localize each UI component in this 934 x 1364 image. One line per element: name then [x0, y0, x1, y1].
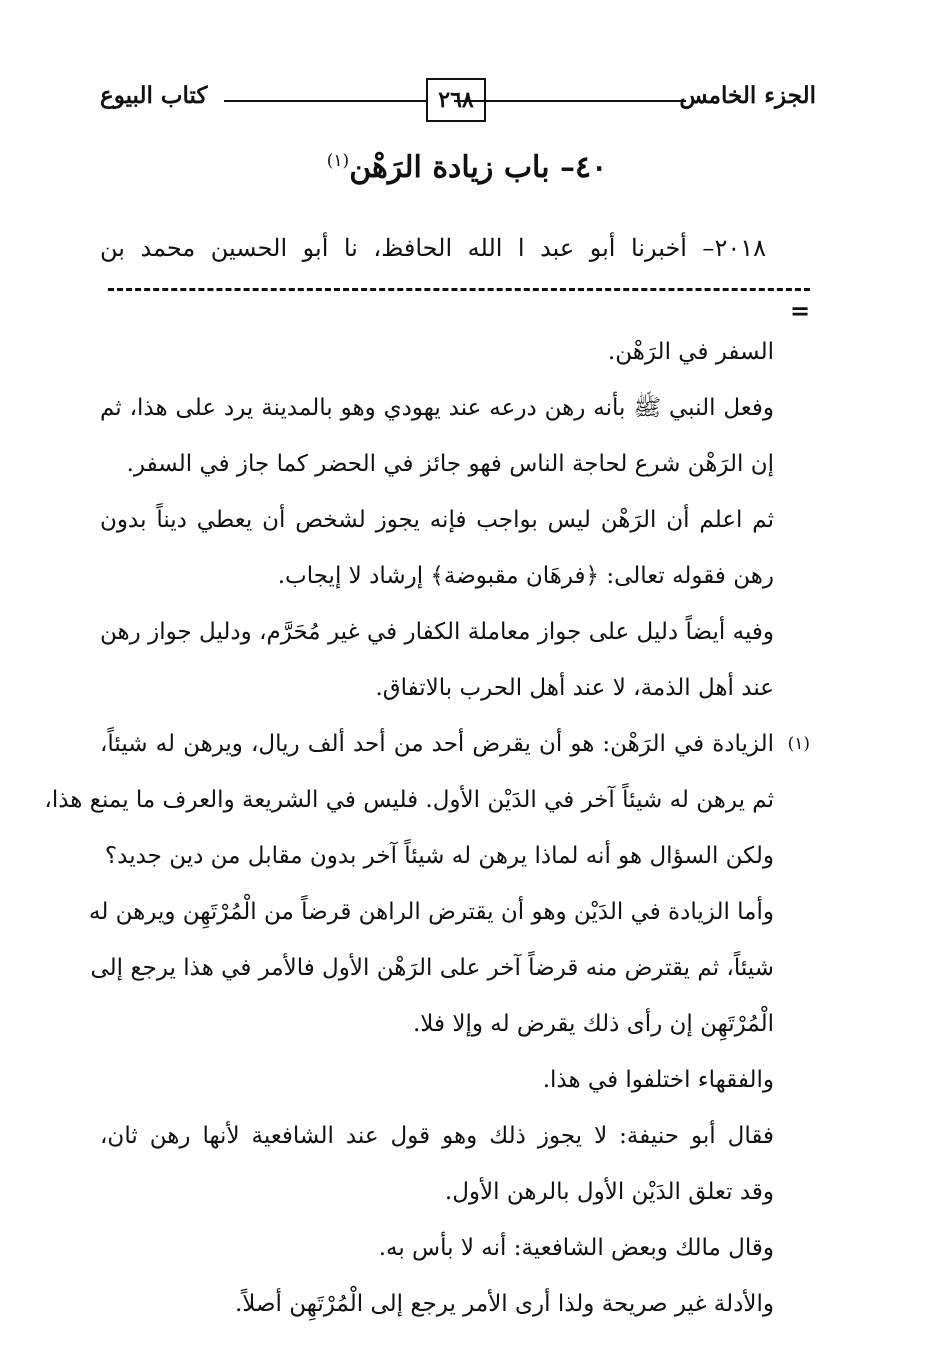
footnote-separator: [108, 288, 810, 291]
volume-label: الجزء الخامس: [679, 82, 816, 109]
footnote-line: والفقهاء اختلفوا في هذا.: [542, 1067, 774, 1093]
footnote-line: وقال مالك وبعض الشافعية: أنه لا بأس به.: [378, 1235, 774, 1261]
chapter-title: [0, 150, 934, 185]
header-rule: [454, 100, 686, 102]
footnote-line: [100, 716, 810, 772]
hadith-text: ٢٠١٨– أخبرنا أبو عبد ا الله الحافظ، نا أبو الحسين محمد بن: [100, 234, 766, 262]
book-title: كتاب البيوع: [100, 82, 208, 109]
running-header: [100, 78, 816, 122]
footnote-line: وفيه أيضاً دليل على جواز معاملة الكفار في غير مُحَرَّم، ودليل جواز رهن: [100, 619, 774, 645]
page-number: ٢٦٨: [426, 78, 486, 122]
footnote-line: شيئاً، ثم يقترض منه قرضاً آخر على الرَهْن الأول فالأمر في هذا يرجع إلى: [90, 955, 774, 981]
footnote-reference: (١): [326, 151, 350, 171]
footnote-line: والأدلة غير صريحة ولذا أرى الأمر يرجع إلى الْمُرْتَهِن أصلاً.: [234, 1291, 774, 1317]
header-rule: [224, 100, 426, 102]
footnote-line: ثم يرهن له شيئاً آخر في الدَيْن الأول. فليس في الشريعة والعرف ما يمنع هذا،: [44, 787, 774, 813]
footnote-marker: (١): [787, 734, 810, 754]
footnote-line: عند أهل الذمة، لا عند أهل الحرب بالاتفاق.: [375, 675, 774, 701]
footnote-line: السفر في الرَهْن.: [607, 339, 774, 365]
continuation-mark: =: [790, 296, 811, 325]
footnote-block: [44, 324, 810, 1332]
footnote-line: وأما الزيادة في الدَيْن وهو أن يقترض الراهن قرضاً من الْمُرْتَهِن ويرهن له: [88, 899, 774, 925]
footnote-line: ولكن السؤال هو أنه لماذا يرهن له شيئاً آخر بدون مقابل من دين جديد؟: [104, 843, 774, 869]
footnote-line: رهن فقوله تعالى: ﴿فرهَان مقبوضة﴾ إرشاد لا إيجاب.: [277, 563, 774, 589]
footnote-line: فقال أبو حنيفة: لا يجوز ذلك وهو قول عند الشافعية لأنها رهن ثان،: [100, 1123, 774, 1149]
footnote-line: إن الرَهْن شرع لحاجة الناس فهو جائز في الحضر كما جاز في السفر.: [126, 451, 774, 477]
footnote-line-text: الزيادة في الرَهْن: هو أن يقرض أحد من أحد ألف ريال، ويرهن له شيئاً،: [100, 731, 774, 757]
footnote-line: وفعل النبي ﷺ بأنه رهن درعه عند يهودي وهو بالمدينة يرد على هذا، ثم: [100, 395, 774, 421]
chapter-title-text: ٤٠– باب زيادة الرَهْن: [349, 150, 608, 185]
footnote-line: وقد تعلق الدَيْن الأول بالرهن الأول.: [444, 1179, 774, 1205]
footnote-line: ثم اعلم أن الرَهْن ليس بواجب فإنه يجوز لشخص أن يعطي ديناً بدون: [100, 507, 774, 533]
footnote-line: الْمُرْتَهِن إن رأى ذلك يقرض له وإلا فلا.: [412, 1011, 774, 1037]
